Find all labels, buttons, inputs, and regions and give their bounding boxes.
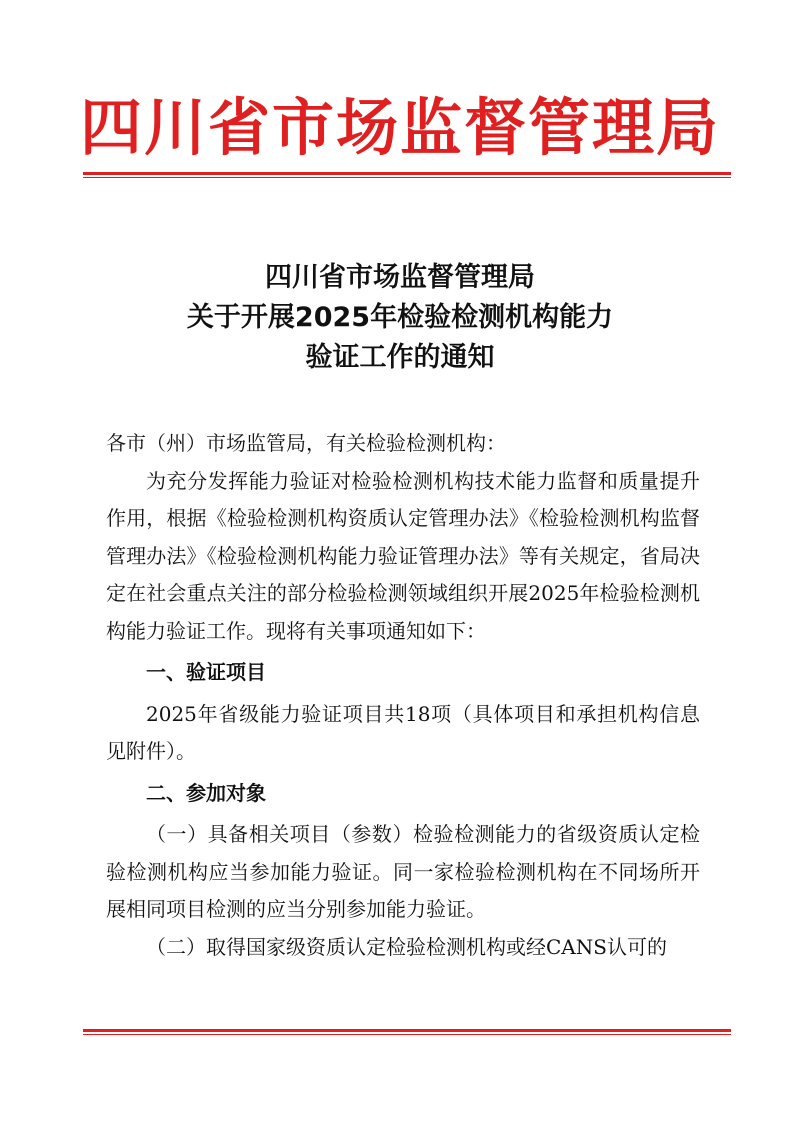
- section-2-item-2: （二）取得国家级资质认定检验检测机构或经CANS认可的: [146, 934, 667, 959]
- rule-thick-line: [83, 172, 731, 175]
- intro-paragraph: 为充分发挥能力验证对检验检测机构技术能力监督和质量提升作用，根据《检验检测机构资质认定管理办法》《检验检测机构监督管理办法》《检验检测机构能力验证管理办法》等有关规定，省局决定在社会重点关注的部分检验检测领域组织开展2025年检验检测机构能力验证工作。现将有关事项通知如下：: [106, 468, 700, 643]
- rule-thin-line: [83, 1034, 731, 1035]
- footer-rule: [83, 1029, 731, 1037]
- section-1-heading: 一、验证项目: [146, 660, 266, 684]
- title-line-3: 验证工作的通知: [305, 342, 495, 373]
- rule-thin-line: [83, 177, 731, 178]
- section-2-item-1: （一）具备相关项目（参数）检验检测能力的省级资质认定检验检测机构应当参加能力验证。同一家检验检测机构在不同场所开展相同项目检测的应当分别参加能力验证。: [106, 822, 700, 921]
- title-line-2: 关于开展2025年检验检测机构能力: [186, 302, 614, 333]
- title-line-1: 四川省市场监督管理局: [265, 262, 535, 293]
- rule-thick-line: [83, 1029, 731, 1032]
- salutation: 各市（州）市场监管局，有关检验检测机构：: [106, 431, 506, 455]
- section-1-paragraph: 2025年省级能力验证项目共18项（具体项目和承担机构信息见附件）。: [106, 701, 700, 763]
- document-title: [0, 258, 800, 378]
- letterhead-top-rule: [83, 172, 731, 180]
- org-letterhead: 四川省市场监督管理局: [79, 91, 720, 164]
- section-2-heading: 二、参加对象: [146, 780, 266, 805]
- document-body: [106, 425, 700, 966]
